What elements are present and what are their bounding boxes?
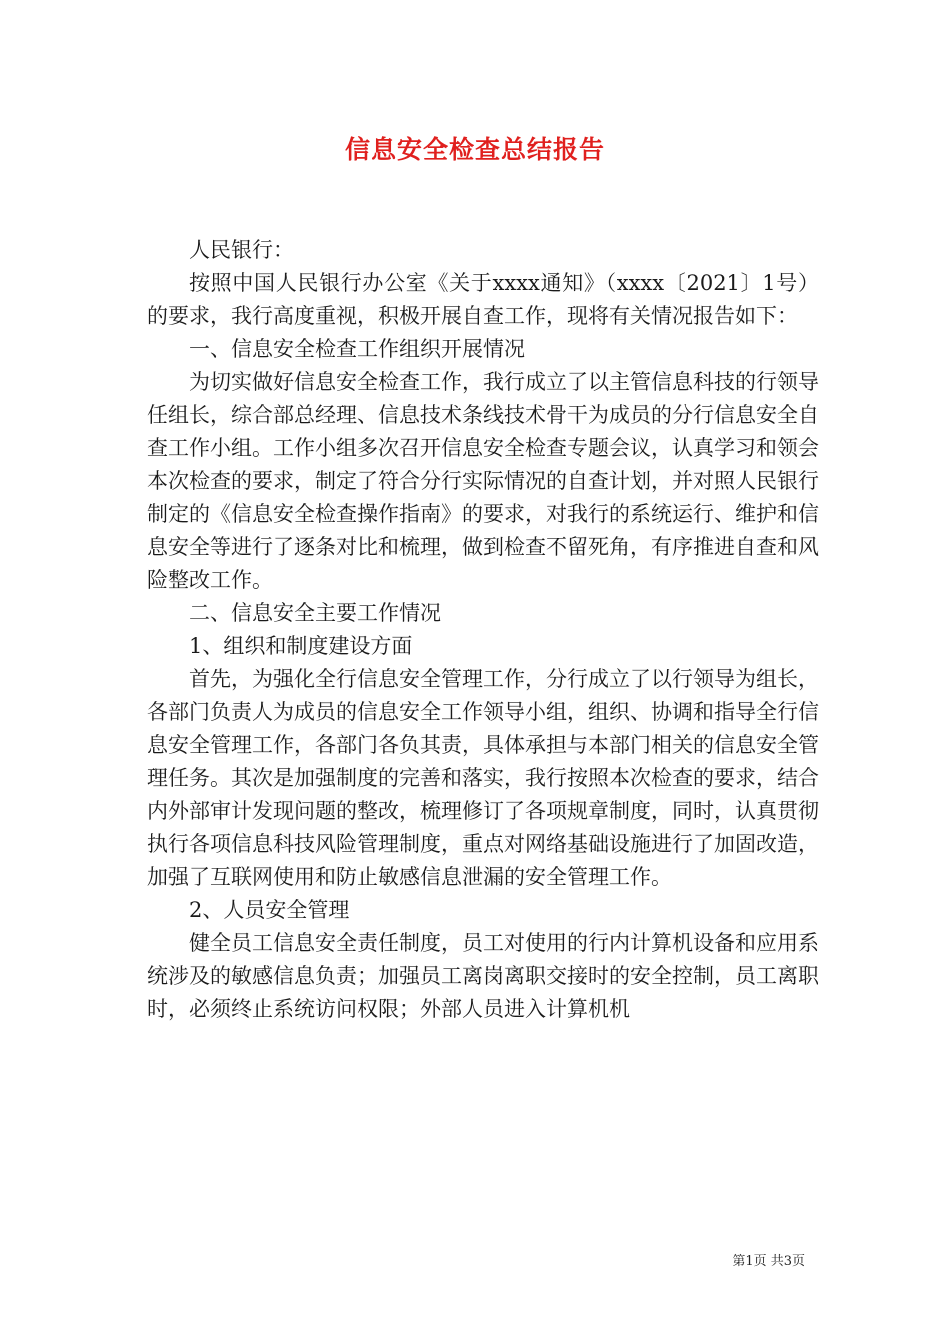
document-title: 信息安全检查总结报告 xyxy=(344,135,605,164)
salutation: 人民银行： xyxy=(189,238,294,262)
subsection-2-paragraph: 健全员工信息安全责任制度，员工对使用的行内计算机设备和应用系统涉及的敏感信息负责；加强员工离岗离职交接时的安全控制，员工离职时，必须终止系统访问权限；外部人员进入计算机机 xyxy=(147,931,819,1021)
section-heading-2: 二、信息安全主要工作情况 xyxy=(189,601,441,625)
document-body xyxy=(147,234,819,1026)
intro-paragraph: 按照中国人民银行办公室《关于xxxx通知》（xxxx〔2021〕1号）的要求，我行高度重视，积极开展自查工作，现将有关情况报告如下： xyxy=(147,271,819,328)
subsection-1-paragraph: 首先，为强化全行信息安全管理工作，分行成立了以行领导为组长，各部门负责人为成员的信息安全工作领导小组，组织、协调和指导全行信息安全管理工作，各部门各负其责，具体承担与本部门相关的信息安全管理任务。其次是加强制度的完善和落实，我行按照本次检查的要求，结合内外部审计发现问题的整改，梳理修订了各项规章制度，同时，认真贯彻执行各项信息科技风险管理制度，重点对网络基础设施进行了加固改造，加强了互联网使用和防止敏感信息泄漏的安全管理工作。 xyxy=(147,667,819,889)
subsection-heading-2: 2、人员安全管理 xyxy=(189,898,350,922)
section-1-paragraph: 为切实做好信息安全检查工作，我行成立了以主管信息科技的行领导任组长，综合部总经理、信息技术条线技术骨干为成员的分行信息安全自查工作小组。工作小组多次召开信息安全检查专题会议，认真学习和领会本次检查的要求，制定了符合分行实际情况的自查计划，并对照人民银行制定的《信息安全检查操作指南》的要求，对我行的系统运行、维护和信息安全等进行了逐条对比和梳理，做到检查不留死角，有序推进自查和风险整改工作。 xyxy=(147,370,819,592)
section-heading-1: 一、信息安全检查工作组织开展情况 xyxy=(189,337,525,361)
page-number: 第1页 共3页 xyxy=(732,1254,805,1269)
subsection-heading-1: 1、组织和制度建设方面 xyxy=(189,634,413,658)
